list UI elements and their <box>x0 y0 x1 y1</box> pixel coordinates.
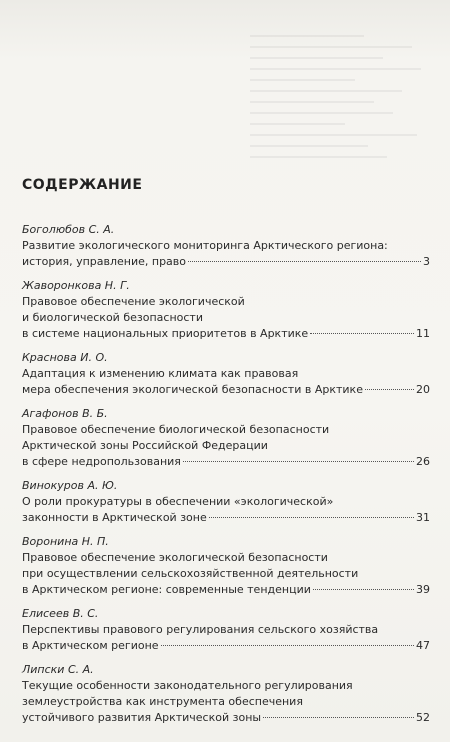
entry-author: Жаворонкова Н. Г. <box>22 279 130 292</box>
entry-title-line: О роли прокуратуры в обеспечении «экологической» <box>22 495 334 508</box>
entry-title-line: в системе национальных приоритетов в Арктике <box>22 327 309 340</box>
entry-author: Липски С. А. <box>22 663 94 676</box>
toc-entry <box>22 478 430 526</box>
entry-title-line: устойчивого развития Арктической зоны <box>22 711 262 724</box>
page-number: 31 <box>416 511 430 524</box>
entry-title-line: мера обеспечения экологической безопасности в Арктике <box>22 383 363 396</box>
toc-entry <box>22 662 430 726</box>
entry-title-last-line <box>22 510 430 526</box>
toc-entry <box>22 534 430 598</box>
entry-title-line: Текущие особенности законодательного регулирования <box>22 679 353 692</box>
table-of-contents <box>22 222 430 734</box>
entry-title-last-line <box>22 710 430 726</box>
entry-author: Елисеев В. С. <box>22 607 99 620</box>
entry-title-line: землеустройства как инструмента обеспечения <box>22 695 303 708</box>
entry-title-line: Развитие экологического мониторинга Арктического региона: <box>22 239 388 252</box>
dot-leader <box>313 589 414 590</box>
entry-title-line: законности в Арктической зоне <box>22 511 207 524</box>
page-number: 52 <box>416 711 430 724</box>
entry-title-line: Перспективы правового регулирования сельского хозяйства <box>22 623 379 636</box>
entry-title-line: Правовое обеспечение биологической безопасности <box>22 423 330 436</box>
entry-title-last-line <box>22 254 430 270</box>
entry-title-last-line <box>22 326 430 342</box>
entry-title-last-line <box>22 454 430 470</box>
entry-title-line: и биологической безопасности <box>22 311 203 324</box>
page-number: 47 <box>416 639 430 652</box>
entry-author: Краснова И. О. <box>22 351 108 364</box>
entry-title-line: при осуществлении сельскохозяйственной деятельности <box>22 567 359 580</box>
dot-leader <box>263 717 414 718</box>
entry-author: Винокуров А. Ю. <box>22 479 118 492</box>
dot-leader <box>161 645 414 646</box>
toc-entry <box>22 406 430 470</box>
page-number: 26 <box>416 455 430 468</box>
page-number: 20 <box>416 383 430 396</box>
entry-title-last-line <box>22 382 430 398</box>
page-number: 39 <box>416 583 430 596</box>
entry-author: Боголюбов С. А. <box>22 223 115 236</box>
entry-title-line: Правовое обеспечение экологической <box>22 295 245 308</box>
entry-title-line: Правовое обеспечение экологической безопасности <box>22 551 328 564</box>
entry-author: Агафонов В. Б. <box>22 407 108 420</box>
entry-title-line: Адаптация к изменению климата как правовая <box>22 367 299 380</box>
entry-title-line: история, управление, право <box>22 255 187 268</box>
dot-leader <box>183 461 414 462</box>
entry-title-line: в Арктическом регионе: современные тенденции <box>22 583 311 596</box>
toc-entry <box>22 222 430 270</box>
entry-title-line: в Арктическом регионе <box>22 639 159 652</box>
entry-title-line: Арктической зоны Российской Федерации <box>22 439 268 452</box>
dot-leader <box>310 333 414 334</box>
page-title: СОДЕРЖАНИЕ <box>22 177 143 193</box>
toc-entry <box>22 278 430 342</box>
toc-entry <box>22 606 430 654</box>
dot-leader <box>188 261 421 262</box>
show-through-text <box>250 35 440 175</box>
entry-author: Воронина Н. П. <box>22 535 109 548</box>
entry-title-last-line <box>22 638 430 654</box>
entry-title-line: в сфере недропользования <box>22 455 181 468</box>
dot-leader <box>365 389 414 390</box>
toc-entry <box>22 350 430 398</box>
page-number: 11 <box>416 327 430 340</box>
page-number: 3 <box>423 255 430 268</box>
entry-title-last-line <box>22 582 430 598</box>
dot-leader <box>209 517 414 518</box>
